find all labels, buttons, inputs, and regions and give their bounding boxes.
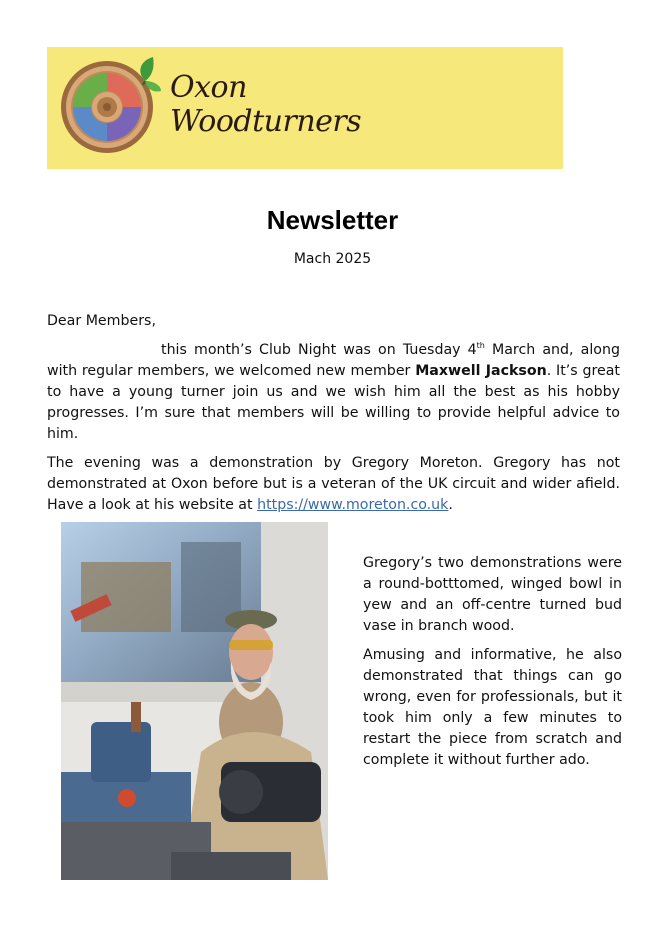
demo-description: Gregory’s two demonstrations were a round-botttomed, winged bowl in yew and an off-centre turned bud vase in branch wood. xyxy=(363,555,622,634)
logo-title xyxy=(170,71,361,139)
paragraph-club-night xyxy=(47,340,620,445)
p2-text: The evening was a demonstration by Gregory Moreton. Gregory has not demonstrated at Oxon before but is a veteran of the UK circuit and wider afield. Have a look at his website at xyxy=(47,455,620,513)
demonstrator-photo xyxy=(61,522,328,880)
new-member-name: Maxwell Jackson xyxy=(415,363,547,379)
website-link[interactable]: https://www.moreton.co.uk xyxy=(257,497,449,513)
paragraph-demonstration xyxy=(47,453,620,516)
p1-text-before: this month’s Club Night was on Tuesday 4 xyxy=(161,342,477,358)
logo-line-woodturners: Woodturners xyxy=(170,104,362,139)
header-banner xyxy=(47,47,563,169)
p1-text-mid: March and, along with regular members, we welcomed new member xyxy=(47,342,620,379)
club-logo-icon xyxy=(57,51,162,156)
greeting: Dear Members, xyxy=(47,313,156,329)
p2-text-end: . xyxy=(448,497,453,513)
p1-superscript: th xyxy=(476,341,485,350)
logo-line-oxon: Oxon xyxy=(170,70,247,105)
demo-recovery-note: Amusing and informative, he also demonstrated that things can go wrong, even for professionals, but it took him only a few minutes to restart the piece from scratch and complete it without further ado. xyxy=(363,647,622,768)
page-title: Newsletter xyxy=(266,205,399,235)
p1-text-end: . It’s great to have a young turner join us and we wish him all the best as his hobby progresses. I’m sure that members will be willing to provide helpful advice to him. xyxy=(47,363,620,442)
issue-date: Mach 2025 xyxy=(293,251,372,267)
